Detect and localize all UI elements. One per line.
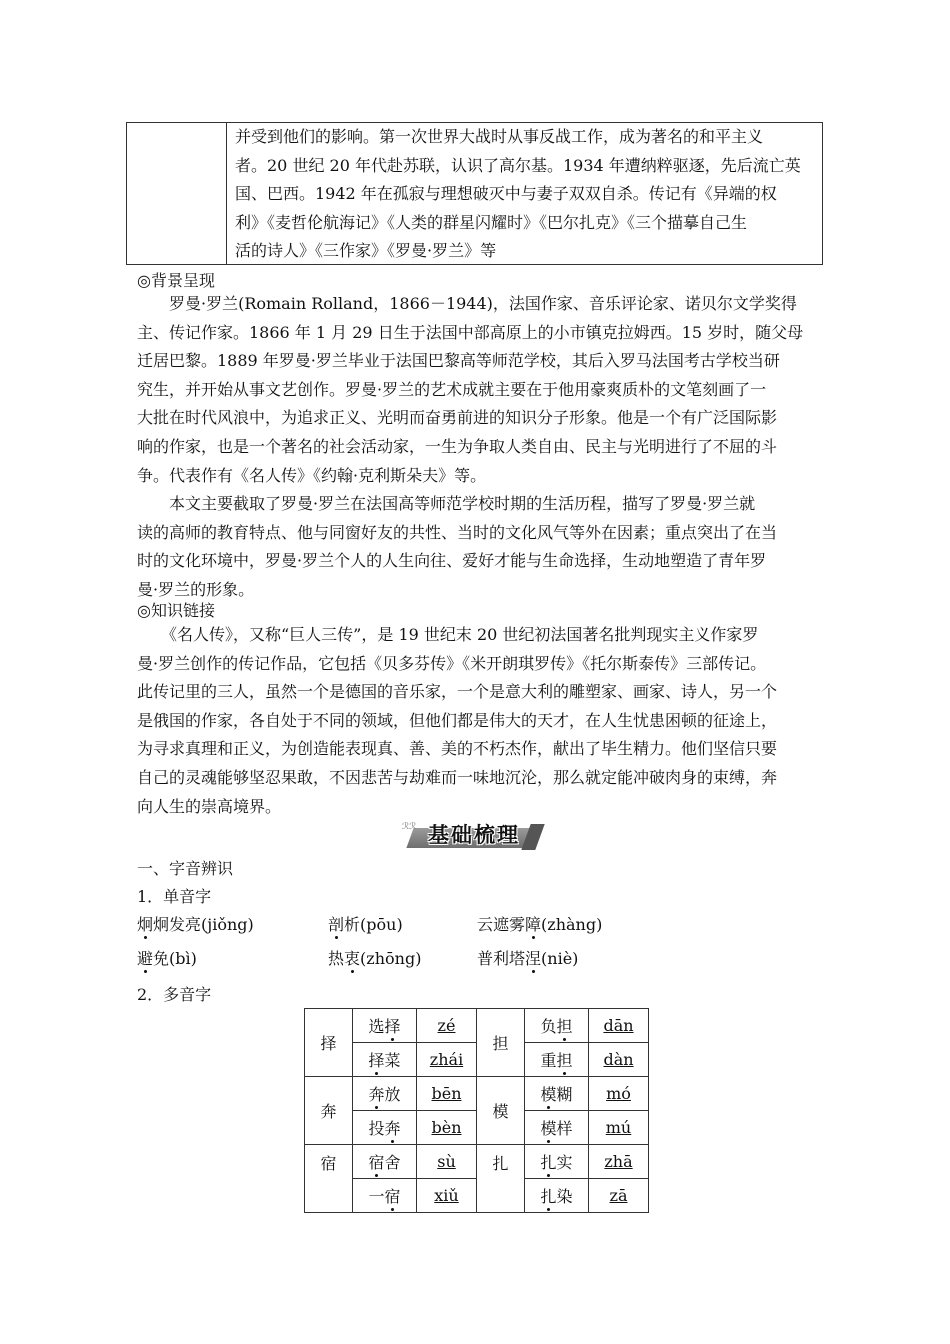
table-line: 活的诗人》《三作家》《罗曼·罗兰》等 xyxy=(235,241,497,261)
para-line: 自己的灵魂能够坚忍果敢，不因悲苦与劫难而一味地沉沦，那么就定能冲破肉身的束缚，奔 xyxy=(137,767,778,787)
poly-char: 担 xyxy=(477,1009,525,1077)
poly-char: 扎 xyxy=(477,1145,525,1213)
para-line: 曼·罗兰的形象。 xyxy=(137,579,255,599)
para-line: 罗曼·罗兰(Romain Rolland，1866－1944)，法国作家、音乐评论家、诺贝尔文学奖得 xyxy=(137,294,797,313)
para-line: 主、传记作家。1866 年 1 月 29 日生于法国中部高原上的小市镇克拉姆西。15 岁时，随父母 xyxy=(137,322,804,342)
para-line: 时的文化环境中，罗曼·罗兰个人的人生向往、爱好才能与生命选择，生动地塑造了青年罗 xyxy=(137,551,767,571)
word-item: 云遮雾障(zhàng) xyxy=(477,915,603,934)
poly-word: 扎染 xyxy=(525,1179,589,1213)
poly-pinyin: dān xyxy=(589,1009,649,1043)
poly-pinyin: zhái xyxy=(417,1043,477,1077)
table-row xyxy=(305,1077,649,1111)
poly-pinyin: zé xyxy=(417,1009,477,1043)
poly-word: 投奔 xyxy=(353,1111,417,1145)
poly-pinyin: zā xyxy=(589,1179,649,1213)
poly-word: 重担 xyxy=(525,1043,589,1077)
knowledge-heading: ◎知识链接 xyxy=(137,601,215,620)
para-line: 此传记里的三人，虽然一个是德国的音乐家，一个是意大利的雕塑家、画家、诗人，另一个 xyxy=(137,682,778,702)
section1-sub1: 1．单音字 xyxy=(137,887,212,906)
para-line: 《名人传》，又称“巨人三传”，是 19 世纪末 20 世纪初法国著名批判现实主义作家罗 xyxy=(137,625,759,644)
section1-sub2: 2．多音字 xyxy=(137,985,212,1004)
para-line: 为寻求真理和正义，为创造能表现真、善、美的不朽杰作，献出了毕生精力。他们坚信只要 xyxy=(137,739,778,759)
poly-word: 奔放 xyxy=(353,1077,417,1111)
poly-pinyin: bēn xyxy=(417,1077,477,1111)
para-line: 向人生的崇高境界。 xyxy=(137,796,282,816)
poly-pinyin: bèn xyxy=(417,1111,477,1145)
table-line: 利》《麦哲伦航海记》《人类的群星闪耀时》《巴尔扎克》《三个描摹自己生 xyxy=(235,212,748,232)
poly-word: 扎实 xyxy=(525,1145,589,1179)
table-line: 并受到他们的影响。第一次世界大战时从事反战工作，成为著名的和平主义 xyxy=(235,127,764,146)
poly-char: 奔 xyxy=(305,1077,353,1145)
para-line: 读的高师的教育特点、他与同窗好友的共性、当时的文化风气等外在因素；重点突出了在当 xyxy=(137,522,778,542)
poly-pinyin: zhā xyxy=(589,1145,649,1179)
word-item: 炯炯发亮(jiǒng) xyxy=(137,915,254,934)
poly-word: 模糊 xyxy=(525,1077,589,1111)
table-row xyxy=(305,1009,649,1043)
section-banner xyxy=(400,820,548,850)
poly-word: 负担 xyxy=(525,1009,589,1043)
para-line: 是俄国的作家，各自处于不同的领域，但他们都是伟大的天才，在人生忧患困顿的征途上， xyxy=(137,710,778,730)
poly-pinyin: mó xyxy=(589,1077,649,1111)
author-info-table xyxy=(126,122,823,265)
table-label-cell xyxy=(127,123,227,264)
poly-word: 模样 xyxy=(525,1111,589,1145)
table-row xyxy=(305,1145,649,1179)
para-line: 究生，并开始从事文艺创作。罗曼·罗兰的艺术成就主要在于他用豪爽质朴的文笔刻画了一 xyxy=(137,379,767,399)
poly-pinyin: mú xyxy=(589,1111,649,1145)
poly-pinyin: xiǔ xyxy=(417,1179,477,1213)
banner-deco-icon: ℛℛ xyxy=(402,822,417,832)
table-line: 者。20 世纪 20 年代赴苏联，认识了高尔基。1934 年遭纳粹驱逐，先后流亡英 xyxy=(235,155,801,175)
poly-word: 选择 xyxy=(353,1009,417,1043)
poly-char: 择 xyxy=(305,1009,353,1077)
poly-char: 宿 xyxy=(305,1145,353,1213)
poly-pinyin: sù xyxy=(417,1145,477,1179)
background-paragraph-2 xyxy=(137,490,827,604)
banner-title: 基础梳理 xyxy=(428,823,520,847)
table-line: 国、巴西。1942 年在孤寂与理想破灭中与妻子双双自杀。传记有《异端的权 xyxy=(235,184,777,204)
word-item: 避免(bì) xyxy=(137,949,197,968)
section1-heading: 一、字音辨识 xyxy=(137,859,234,878)
table-content-cell xyxy=(227,123,822,264)
poly-word: 择菜 xyxy=(353,1043,417,1077)
polyphone-table xyxy=(304,1008,649,1213)
para-line: 响的作家，也是一个著名的社会活动家，一生为争取人类自由、民主与光明进行了不屈的斗 xyxy=(137,436,778,456)
para-line: 曼·罗兰创作的传记作品，它包括《贝多芬传》《米开朗琪罗传》《托尔斯泰传》三部传记。 xyxy=(137,653,767,673)
knowledge-paragraph xyxy=(137,621,827,821)
poly-pinyin: dàn xyxy=(589,1043,649,1077)
para-line: 迁居巴黎。1889 年罗曼·罗兰毕业于法国巴黎高等师范学校，其后入罗马法国考古学校当研 xyxy=(137,351,780,371)
poly-char: 模 xyxy=(477,1077,525,1145)
para-line: 本文主要截取了罗曼·罗兰在法国高等师范学校时期的生活历程，描写了罗曼·罗兰就 xyxy=(137,494,756,513)
poly-word: 宿舍 xyxy=(353,1145,417,1179)
word-item: 剖析(pōu) xyxy=(328,915,403,934)
background-heading: ◎背景呈现 xyxy=(137,271,215,290)
word-item: 热衷(zhōng) xyxy=(328,949,422,968)
para-line: 争。代表作有《名人传》《约翰·克利斯朵夫》等。 xyxy=(137,465,487,485)
poly-word: 一宿 xyxy=(353,1179,417,1213)
word-item: 普利塔涅(niè) xyxy=(477,949,579,968)
para-line: 大批在时代风浪中，为追求正义、光明而奋勇前进的知识分子形象。他是一个有广泛国际影 xyxy=(137,408,778,428)
background-paragraph-1 xyxy=(137,290,827,490)
